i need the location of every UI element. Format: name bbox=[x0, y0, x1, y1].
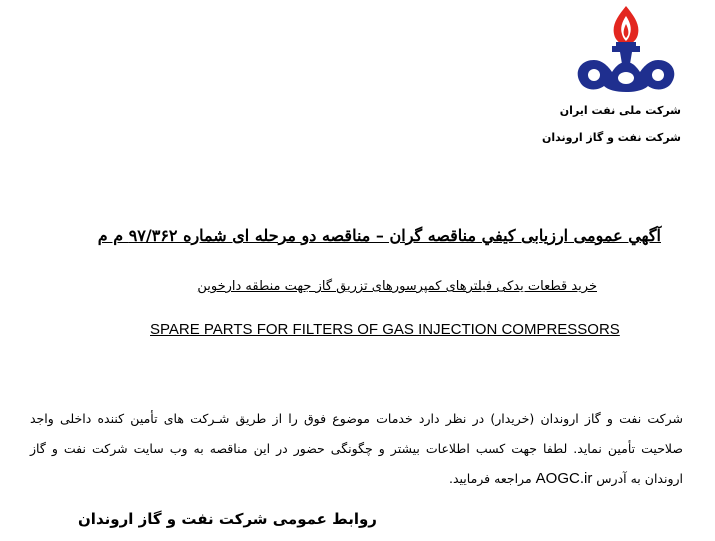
notice-subtitle-persian: خريد قطعات يدکی فيلترهای کمپرسورهای تزريق گاز جهت منطقه دارخوين bbox=[197, 279, 597, 294]
notice-body bbox=[30, 404, 683, 494]
notice-subtitle-english: SPARE PARTS FOR FILTERS OF GAS INJECTION COMPRESSORS bbox=[150, 321, 620, 338]
notice-title: آگهي عمومی ارزيابی کيفي مناقصه گران – مناقصه دو مرحله ای شماره ۹۷/۳۶۲ م م bbox=[97, 226, 661, 245]
notice-body-paragraph bbox=[30, 404, 683, 494]
signature: روابط عمومی شرکت نفت و گاز اروندان bbox=[78, 510, 377, 528]
body-text-before-website: شرکت نفت و گاز اروندان (خريدار) در نظر دارد خدمات موضوع فوق را از طريق شـرکت های تأمين کننده داخلی واجد صلاحيت تأمين نمايد. لطفا جهت کسب اطلاعات بيشتر و چگونگی حضور در اين مناقصه به وب سايت شرکت نفت و گاز اروندان به آدرس bbox=[30, 411, 683, 486]
company-name-nioc: شرکت ملی نفت ایران bbox=[559, 104, 681, 117]
company-name-aogc: شرکت نفت و گاز اروندان bbox=[542, 131, 681, 144]
website-address: AOGC.ir bbox=[535, 470, 593, 487]
nioc-logo bbox=[570, 2, 682, 94]
body-text-after-website: مراجعه فرماييد. bbox=[448, 471, 532, 486]
